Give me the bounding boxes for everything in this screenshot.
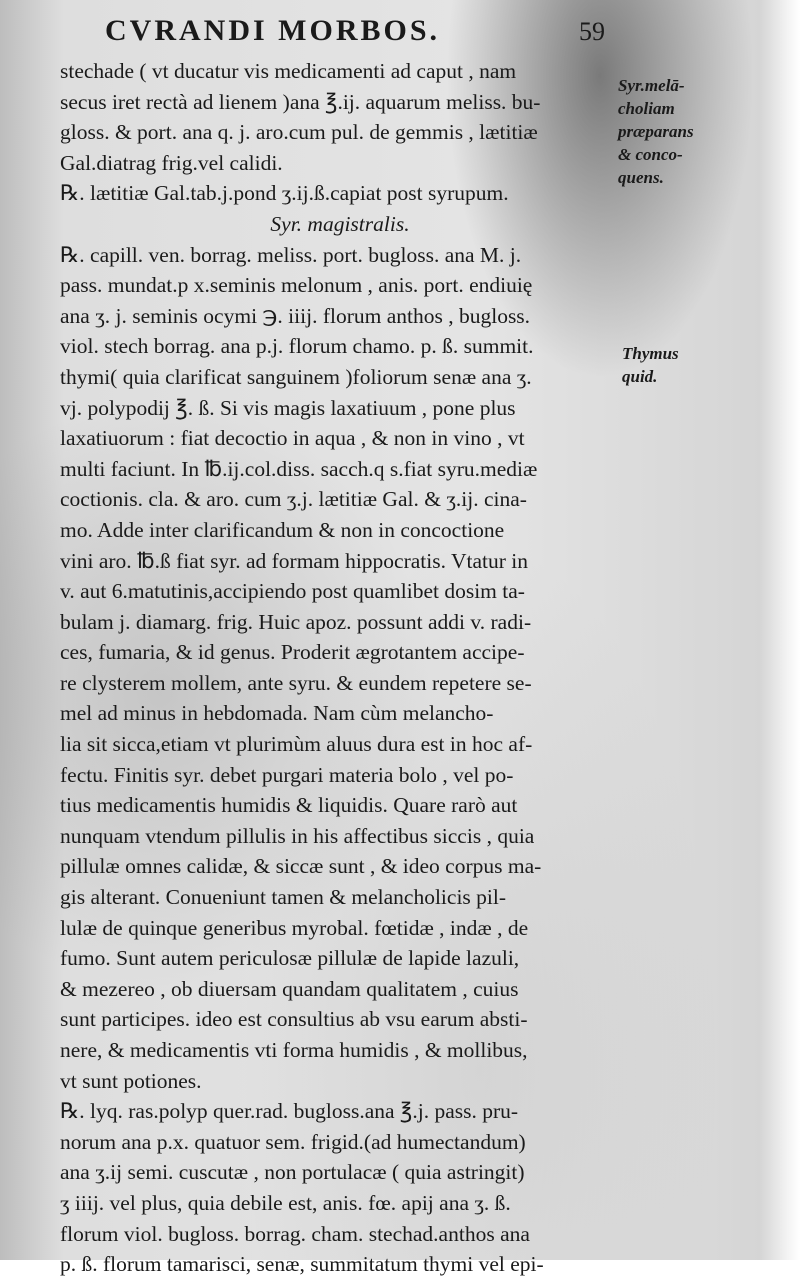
text-line: ana ʒ.ij semi. cuscutæ , non portulacæ ( quia astringit): [60, 1160, 525, 1185]
text-line: vt sunt potiones.: [60, 1068, 202, 1093]
text-line: ℞. lætitiæ Gal.tab.j.pond ʒ.ij.ß.capiat post syrupum.: [60, 181, 509, 206]
margin-note-line: choliam: [618, 99, 675, 118]
margin-note-line: quens.: [618, 168, 664, 187]
text-line: Gal.diatrag frig.vel calidi.: [60, 150, 283, 175]
text-line: ℞. capill. ven. borrag. meliss. port. bugloss. ana M. j.: [60, 242, 522, 267]
text-line: ℞. lyq. ras.polyp quer.rad. bugloss.ana ℥.j. pass. pru-: [60, 1099, 519, 1124]
margin-note-thymus: [622, 342, 679, 388]
section-heading: Syr. magistralis.: [270, 211, 410, 236]
text-line: nunquam vtendum pillulis in his affectibus siccis , quia: [60, 823, 535, 848]
text-line: vini aro. ℔.ß fiat syr. ad formam hippocratis. Vtatur in: [60, 548, 528, 573]
text-line: coctionis. cla. & aro. cum ʒ.j. lætitiæ Gal. & ʒ.ij. cina-: [60, 487, 527, 512]
text-line: multi faciunt. In ℔.ij.col.diss. sacch.q s.fiat syru.mediæ: [60, 456, 538, 481]
text-line: mel ad minus in hebdomada. Nam cùm melancho-: [60, 701, 494, 726]
text-line: ces, fumaria, & id genus. Proderit ægrotantem accipe-: [60, 640, 525, 665]
margin-note-line: & conco-: [618, 145, 683, 164]
margin-note-line: præparans: [618, 122, 694, 141]
text-line: pass. mundat.p x.seminis melonum , anis. port. endiuię: [60, 273, 533, 298]
margin-note-line: quid.: [622, 367, 658, 386]
margin-note-syrup: [618, 74, 694, 189]
text-line: stechade ( vt ducatur vis medicamenti ad caput , nam: [60, 59, 517, 83]
text-line: sunt participes. ideo est consultius ab vsu earum absti-: [60, 1007, 528, 1032]
text-line: gloss. & port. ana q. j. aro.cum pul. de gemmis , lætitiæ: [60, 120, 538, 145]
text-line: v. aut 6.matutinis,accipiendo post quamlibet dosim ta-: [60, 579, 525, 604]
text-line: pillulæ omnes calidæ, & siccæ sunt , & ideo corpus ma-: [60, 854, 542, 879]
text-line: mo. Adde inter clarificandum & non in concoctione: [60, 517, 505, 542]
margin-note-line: Syr.melā-: [618, 76, 685, 95]
text-line: gis alterant. Conueniunt tamen & melancholicis pil-: [60, 885, 507, 910]
page-edge: [760, 0, 800, 1260]
text-line: laxatiuorum : fiat decoctio in aqua , & non in vino , vt: [60, 426, 525, 451]
body-text: [60, 56, 620, 1280]
text-line: ana ʒ. j. seminis ocymi ℈. iiij. florum anthos , bugloss.: [60, 303, 531, 328]
text-line: tius medicamentis humidis & liquidis. Quare rarò aut: [60, 793, 518, 818]
text-line: lulæ de quinque generibus myrobal. fœtidæ , indæ , de: [60, 915, 529, 940]
margin-note-line: Thymus: [622, 344, 679, 363]
text-line: vj. polypodij ℥. ß. Si vis magis laxatiuum , pone plus: [60, 395, 516, 420]
text-line: p. ß. florum tamarisci, senæ, summitatum thymi vel epi-: [60, 1252, 544, 1277]
page-number: 59: [579, 17, 605, 46]
text-line: & mezereo , ob diuersam quandam qualitatem , cuius: [60, 976, 519, 1001]
text-line: bulam j. diamarg. frig. Huic apoz. possunt addi v. radi-: [60, 609, 532, 634]
text-line: fectu. Finitis syr. debet purgari materia bolo , vel po-: [60, 762, 514, 787]
text-line: fumo. Sunt autem periculosæ pillulæ de lapide lazuli,: [60, 946, 520, 971]
text-line: nere, & medicamentis vti forma humidis , & mollibus,: [60, 1038, 528, 1062]
text-line: re clysterem mollem, ante syru. & eundem repetere se-: [60, 670, 532, 695]
text-line: thymi( quia clarificat sanguinem )foliorum senæ ana ʒ.: [60, 364, 532, 389]
text-line: secus iret rectà ad lienem )ana ℥.ij. aquarum meliss. bu-: [60, 89, 541, 114]
text-line: norum ana p.x. quatuor sem. frigid.(ad humectandum): [60, 1129, 526, 1154]
text-line: viol. stech borrag. ana p.j. florum chamo. p. ß. summit.: [60, 334, 534, 359]
running-title: CVRANDI MORBOS.: [105, 14, 441, 47]
text-line: lia sit sicca,etiam vt plurimùm aluus dura est in hoc af-: [60, 732, 533, 757]
text-line: florum viol. bugloss. borrag. cham. stechad.anthos ana: [60, 1221, 530, 1246]
text-line: ʒ iiij. vel plus, quia debile est, anis. fœ. apij ana ʒ. ß.: [60, 1190, 511, 1215]
page-header: [105, 14, 605, 48]
